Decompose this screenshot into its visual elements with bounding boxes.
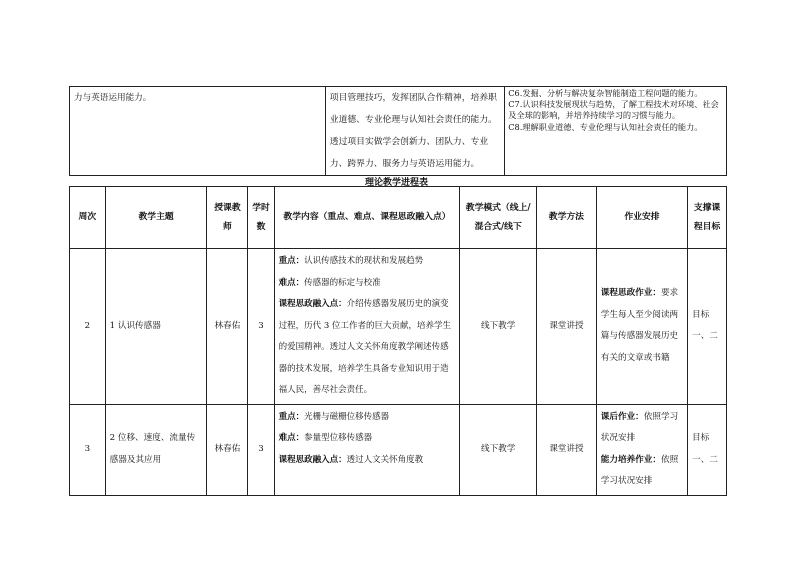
key-label: 重点： [278, 411, 305, 422]
header-row [70, 187, 727, 249]
header-hours: 学时数 [248, 187, 274, 249]
schedule-title: 理论教学进程表 [364, 178, 428, 188]
row-method: 课堂讲授 [536, 404, 596, 495]
row-hours: 3 [248, 249, 274, 405]
header-method: 教学方法 [536, 187, 596, 249]
outcomes-cell-2 [325, 87, 505, 176]
key-text: 光栅与磁栅位移传感器 [304, 411, 390, 422]
row-teacher: 林春佑 [207, 404, 248, 495]
ideology-point [279, 294, 456, 402]
row-homework [596, 249, 687, 405]
homework-text: 依照学习状况安排 [600, 411, 679, 443]
outcomes-row [70, 87, 727, 176]
key-point [279, 407, 456, 429]
outcome-c6: C6.发掘、分析与解决复杂智能制造工程问题的能力。 [508, 88, 703, 98]
difficulty-point [279, 273, 456, 295]
row-mode: 线下教学 [460, 404, 537, 495]
difficulty-label: 难点： [278, 277, 305, 288]
row-content [274, 404, 460, 495]
row-topic: 1 认识传感器 [105, 249, 207, 405]
homework-label: 能力培养作业： [600, 454, 661, 465]
row-homework [596, 404, 687, 495]
ideology-label: 课程思政融入点： [278, 454, 347, 465]
ideology-text: 透过人文关怀角度教 [346, 454, 424, 465]
difficulty-label: 难点： [278, 433, 305, 443]
homework-label: 课后作业： [600, 411, 644, 422]
table-row [70, 249, 727, 405]
homework-text: 依照学习状况安排 [600, 454, 679, 486]
difficulty-point [279, 428, 456, 450]
schedule-table [69, 186, 727, 496]
difficulty-text: 参量型位移传感器 [304, 433, 373, 443]
header-goal: 支撑课程目标 [688, 187, 727, 249]
key-label: 重点： [278, 256, 305, 266]
homework-item [601, 407, 683, 450]
table-row [70, 404, 727, 495]
row-goal: 目标一、二 [688, 249, 727, 405]
homework-item [601, 450, 683, 493]
key-text: 认识传感技术的现状和发展趋势 [304, 256, 424, 266]
homework-text: 要求学生每人至少阅读两篇与传感器发展历史有关的文章或书籍 [600, 288, 679, 363]
row-mode: 线下教学 [460, 249, 537, 405]
row-week: 3 [70, 404, 106, 495]
outcomes-table [69, 86, 727, 176]
row-teacher: 林春佑 [207, 249, 248, 405]
outcome-c7: C7.认识科技发展现状与趋势，了解工程技术对环境、社会及全球的影响，并培养持续学习的习惯与能力。 [508, 99, 719, 121]
difficulty-text: 传感器的标定与校准 [304, 277, 381, 288]
row-hours: 3 [248, 404, 274, 495]
header-homework: 作业安排 [596, 187, 687, 249]
row-topic: 2 位移、速度、流量传感器及其应用 [105, 404, 207, 495]
row-content [274, 249, 460, 405]
outcomes-cell-3 [505, 87, 727, 176]
ideology-text: 介绍传感器发展历史的演变过程，历代 3 位工作者的巨大贡献，培养学生的爱国精神。透过人文关怀角度教学阐述传感器的技术发展，培养学生具备专业知识用于造福人民，善尽社会责任。 [278, 299, 451, 395]
key-point [279, 251, 456, 273]
homework-label: 课程思政作业： [600, 288, 661, 299]
header-content: 教学内容（重点、难点、课程思政融入点） [274, 187, 460, 249]
header-week: 周次 [70, 187, 106, 249]
row-goal: 目标一、二 [688, 404, 727, 495]
header-mode: 教学模式（线上/混合式/线下 [460, 187, 537, 249]
outcome-c8: C8.理解职业道德、专业伦理与认知社会责任的能力。 [508, 121, 703, 132]
row-method: 课堂讲授 [536, 249, 596, 405]
outcomes-text-2: 项目管理技巧，发挥团队合作精神，培养职业道德、专业伦理与认知社会责任的能力。透过项目实做学会创新力、团队力、专业力、跨界力、服务力与英语运用能力。 [329, 93, 497, 169]
header-topic: 教学主题 [105, 187, 207, 249]
ideology-point [279, 450, 456, 472]
header-teacher: 授课教师 [207, 187, 248, 249]
outcomes-text-1: 力与英语运用能力。 [74, 93, 152, 103]
outcomes-cell-1 [70, 87, 326, 176]
row-week: 2 [70, 249, 106, 405]
ideology-label: 课程思政融入点： [278, 299, 347, 309]
